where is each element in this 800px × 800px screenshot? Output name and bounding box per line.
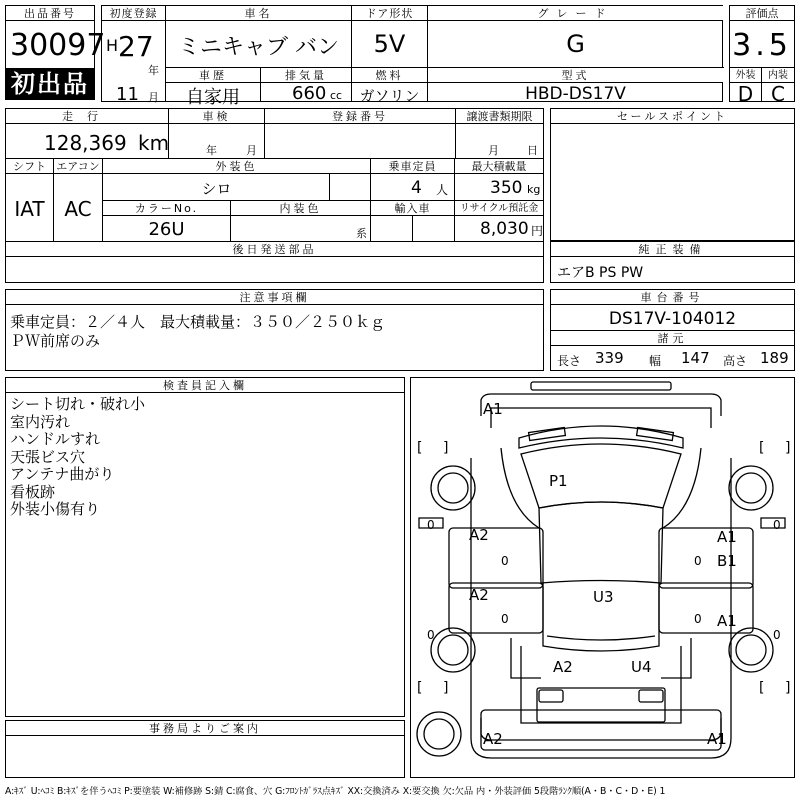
score-label: 評価点: [730, 6, 794, 21]
inspector-box: [5, 377, 405, 717]
notes-box: [5, 289, 544, 371]
recycle-label: リサイクル預託金: [455, 201, 543, 216]
grade: G: [566, 30, 585, 58]
shift-label: シフト: [6, 159, 53, 174]
inspection-label: 車検: [169, 109, 264, 124]
ac: AC: [64, 197, 92, 221]
zero-mark: 0: [773, 518, 781, 532]
zero-mark: 0: [773, 628, 781, 642]
transfer-month-unit: 月: [488, 144, 499, 157]
notes-label: 注意事項欄: [6, 290, 543, 305]
displacement: 660: [292, 83, 327, 104]
score: 3.5: [732, 28, 792, 63]
color-no-label: カラーNo.: [103, 201, 230, 216]
bracket-mark: [: [759, 680, 765, 696]
era: H: [106, 36, 119, 55]
length-label: 長さ: [557, 354, 582, 368]
int-color-suffix: 系: [356, 227, 367, 240]
header-main-box: [101, 5, 723, 108]
damage-mark: U4: [631, 658, 652, 676]
lot-number-label: 出品番号: [6, 6, 94, 21]
int-color-label: 内装色: [231, 201, 370, 216]
inspector-line: 室内汚れ: [10, 412, 71, 431]
lot-number: 30097: [10, 28, 106, 63]
first-reg-month: 11: [116, 84, 139, 105]
ext-color: シロ: [201, 180, 232, 198]
score-box: [729, 5, 795, 106]
bracket-mark: [: [759, 440, 765, 456]
chassis-label: 車台番号: [551, 290, 794, 305]
zero-mark: 0: [501, 554, 509, 568]
capacity-label: 乗車定員: [371, 159, 454, 174]
inspection-month-unit: 月: [246, 144, 257, 157]
bracket-mark: ]: [443, 680, 449, 696]
office-box: [5, 720, 405, 778]
inspector-line: 外装小傷有り: [10, 500, 101, 518]
zero-mark: 0: [427, 518, 435, 532]
model-label: 型式: [428, 68, 723, 83]
inspector-line: シート切れ・破れ小: [10, 395, 146, 413]
capacity: 4: [411, 178, 422, 198]
damage-mark: U3: [593, 588, 614, 606]
bracket-mark: [: [417, 680, 423, 696]
details-box: [5, 108, 544, 283]
equipment-box: [550, 241, 795, 283]
damage-mark: A1: [483, 400, 503, 418]
fuel-label: 燃料: [352, 68, 427, 83]
displacement-unit: cc: [330, 89, 343, 102]
shift: IAT: [14, 197, 45, 221]
notes-line-1: 乗車定員：２／４人 最大積載量：３５０／２５０ｋｇ: [10, 313, 386, 331]
first-reg-year: 27: [118, 30, 154, 63]
mileage: 128,369: [44, 131, 127, 155]
office-label: 事務局よりご案内: [6, 721, 404, 736]
interior-rating: C: [771, 82, 785, 106]
damage-map-box: [410, 377, 795, 778]
reg-no-label: 登録番号: [265, 109, 455, 124]
recycle-fee: 8,030: [480, 219, 529, 239]
bracket-mark: ]: [443, 440, 449, 456]
ext-color-label: 外装色: [103, 159, 370, 174]
damage-mark: A1: [707, 730, 727, 748]
max-load: 350: [490, 178, 523, 198]
lot-number-box: [5, 5, 106, 100]
equipment-items: エアB PS PW: [557, 265, 644, 281]
first-listing-badge: 初出品: [6, 68, 94, 100]
zero-mark: 0: [694, 612, 702, 626]
inspector-line: ハンドルすれ: [10, 430, 101, 448]
inspector-label: 検査員記入欄: [6, 378, 404, 393]
bracket-mark: [: [417, 440, 423, 456]
car-name-label: 車名: [166, 6, 351, 21]
import-label: 輸入車: [371, 201, 454, 216]
car-outline-diagram: [411, 378, 794, 777]
zero-mark: 0: [694, 554, 702, 568]
max-load-label: 最大積載量: [455, 159, 543, 174]
height-label: 高さ: [723, 354, 748, 368]
first-reg-label: 初度登録: [102, 6, 165, 21]
door-label: ドア形状: [352, 6, 427, 21]
door-type: 5V: [373, 30, 406, 58]
capacity-unit: 人: [436, 183, 449, 197]
length: 339: [595, 349, 624, 367]
year-unit: 年: [148, 64, 159, 77]
fuel: ガソリン: [359, 87, 420, 105]
specs-label: 諸元: [551, 331, 794, 346]
later-parts-label: 後日発送部品: [6, 242, 543, 257]
interior-label: 内装: [762, 68, 794, 83]
sales-point-box: [550, 108, 795, 241]
max-load-unit: kg: [527, 183, 541, 196]
damage-mark: A2: [469, 586, 489, 604]
inspection-year-unit: 年: [206, 144, 217, 157]
damage-mark: A1: [717, 612, 737, 630]
history: 自家用: [186, 87, 240, 108]
history-label: 車歴: [166, 68, 260, 83]
car-name: ミニキャブ バン: [178, 35, 339, 60]
damage-mark: A1: [717, 528, 737, 546]
equipment-label: 純正装備: [551, 242, 794, 257]
displacement-label: 排気量: [261, 68, 351, 83]
damage-mark: B1: [717, 552, 737, 570]
mileage-unit: km: [138, 131, 170, 155]
damage-mark: P1: [549, 472, 568, 490]
recycle-unit: 円: [531, 224, 544, 238]
height: 189: [760, 349, 789, 367]
legend: A:ｷｽﾞ U:ﾍｺﾐ B:ｷｽﾞを伴うﾍｺﾐ P:要塗装 W:補修跡 S:錆 C:腐食、穴 G:ﾌﾛﾝﾄｶﾞﾗｽ点ｷｽﾞ XX:交換済み X:要交換 欠:欠品 内・外装評価 5段階ﾗﾝｸ順(A・B・C・D・E) 1: [5, 786, 666, 797]
inspector-lines: [10, 396, 145, 519]
inspector-line: 天張ビス穴: [10, 447, 86, 466]
damage-mark: A2: [483, 730, 503, 748]
width-label: 幅: [649, 354, 662, 368]
ac-label: エアコン: [54, 159, 102, 174]
width: 147: [681, 349, 710, 367]
transfer-day-unit: 日: [527, 144, 538, 157]
inspector-line: 看板跡: [10, 482, 56, 501]
color-no: 26U: [148, 219, 185, 240]
grade-label: グレード: [428, 6, 723, 21]
damage-mark: A2: [469, 526, 489, 544]
mileage-label: 走行: [6, 109, 168, 124]
bracket-mark: ]: [785, 440, 791, 456]
zero-mark: 0: [427, 628, 435, 642]
model: HBD-DS17V: [525, 84, 626, 104]
transfer-label: 譲渡書類期限: [456, 109, 543, 124]
exterior-label: 外装: [730, 68, 761, 83]
damage-mark: A2: [553, 658, 573, 676]
inspector-line: アンテナ曲がり: [10, 465, 115, 483]
chassis-box: [550, 289, 795, 371]
chassis-number: DS17V-104012: [608, 309, 737, 329]
notes-line-2: ＰＷ前席のみ: [10, 332, 101, 350]
sales-point-label: セールスポイント: [551, 109, 794, 124]
zero-mark: 0: [501, 612, 509, 626]
bracket-mark: ]: [785, 680, 791, 696]
month-unit: 月: [148, 91, 159, 104]
exterior-rating: D: [737, 82, 754, 106]
